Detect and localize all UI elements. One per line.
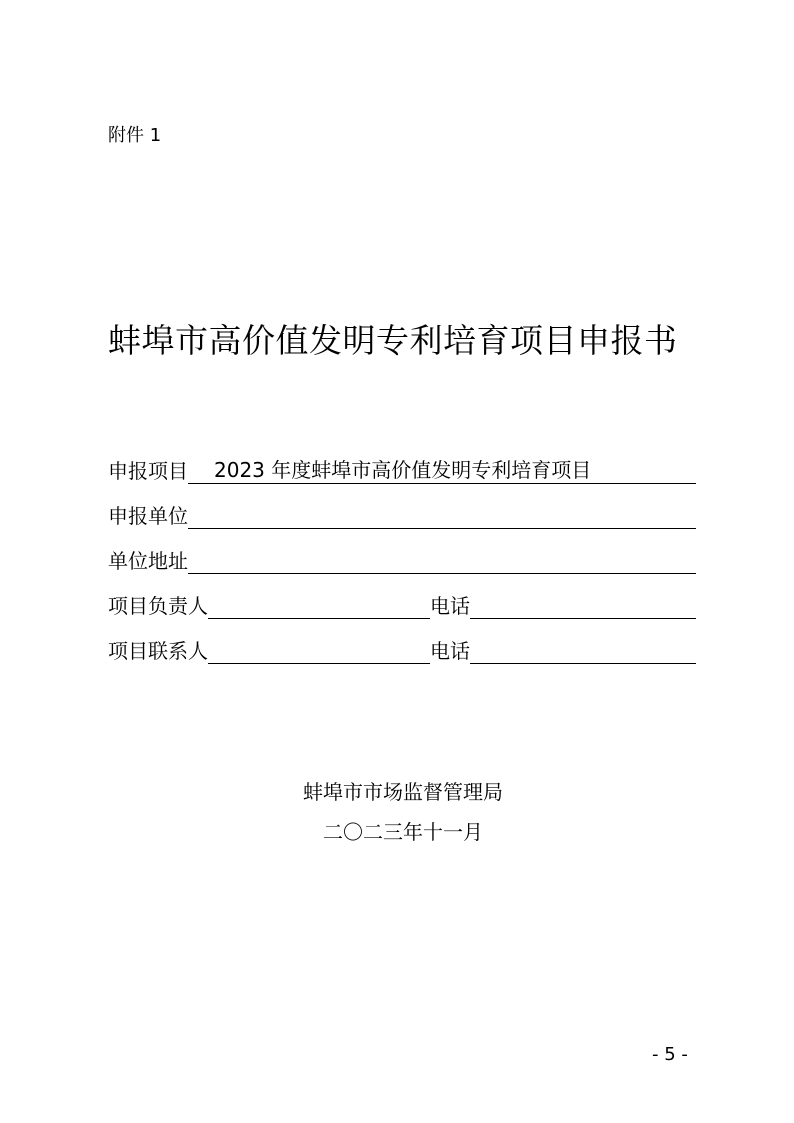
- address-label: 单位地址: [108, 549, 188, 573]
- address-field[interactable]: [188, 548, 696, 574]
- unit-field[interactable]: [188, 503, 696, 529]
- issue-date: 二〇二三年十一月: [323, 820, 483, 844]
- form-row-contact: [108, 638, 696, 664]
- unit-label: 申报单位: [108, 504, 188, 528]
- project-label: 申报项目: [108, 459, 188, 483]
- project-field[interactable]: 2023 年度蚌埠市高价值发明专利培育项目: [188, 458, 696, 484]
- leader-phone-field[interactable]: [470, 593, 696, 619]
- contact-field[interactable]: [208, 638, 430, 664]
- page-number: - 5 -: [652, 1044, 688, 1065]
- document-title: 蚌埠市高价值发明专利培育项目申报书: [108, 321, 678, 360]
- form-row-leader: [108, 593, 696, 619]
- contact-phone-field[interactable]: [470, 638, 696, 664]
- contact-phone-label: 电话: [430, 639, 470, 663]
- leader-label: 项目负责人: [108, 594, 208, 618]
- contact-label: 项目联系人: [108, 639, 208, 663]
- leader-phone-label: 电话: [430, 594, 470, 618]
- application-form: [108, 458, 696, 683]
- attachment-label: 附件 1: [108, 125, 162, 146]
- form-row-address: [108, 548, 696, 574]
- form-row-unit: [108, 503, 696, 529]
- leader-field[interactable]: [208, 593, 430, 619]
- form-row-project: [108, 458, 696, 484]
- issuing-organization: 蚌埠市市场监督管理局: [303, 780, 503, 804]
